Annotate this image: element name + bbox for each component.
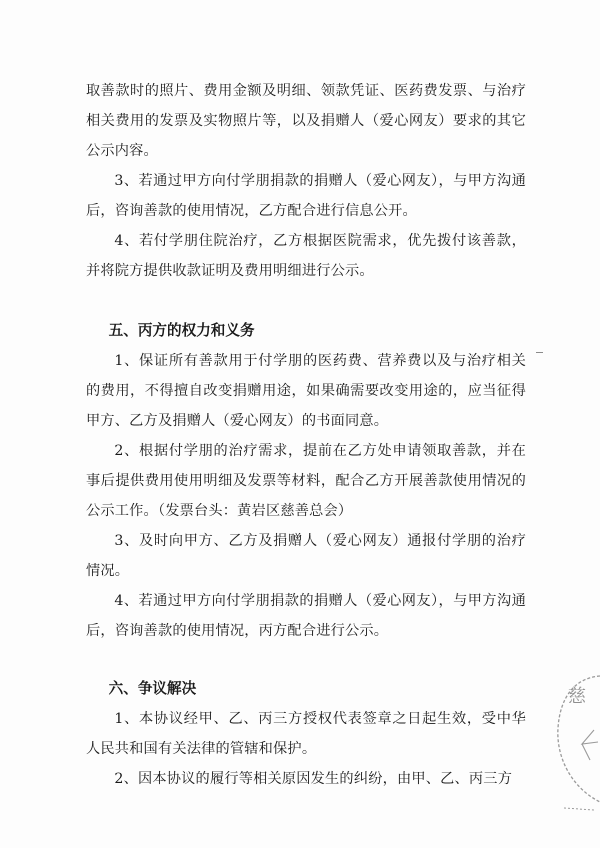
document-body [86, 76, 526, 794]
scan-speck [536, 352, 543, 353]
paragraph-item-3: 3、若通过甲方向付学朋捐款的捐赠人（爱心网友），与甲方沟通后，咨询善款的使用情况，乙方配合进行信息公开。 [86, 173, 526, 219]
section-5-item-3: 3、及时向甲方、乙方及捐赠人（爱心网友）通报付学朋的治疗情况。 [86, 533, 526, 579]
seal-text: 慈 [568, 686, 586, 707]
section-5-title: 五、丙方的权力和义务 [108, 322, 255, 339]
partial-seal-stamp [554, 668, 600, 818]
section-spacer [86, 286, 526, 316]
paragraph-continuation: 取善款时的照片、费用金额及明细、领款凭证、医药费发票、与治疗相关费用的发票及实物照片等，以及捐赠人（爱心网友）要求的其它公示内容。 [86, 83, 526, 159]
section-5-item-1: 1、保证所有善款用于付学朋的医药费、营养费以及与治疗相关的费用，不得擅自改变捐赠用途，如果确需要改变用途的，应当征得甲方、乙方及捐赠人（爱心网友）的书面同意。 [86, 353, 526, 429]
section-5-item-2: 2、根据付学朋的治疗需求，提前在乙方处申请领取善款，并在事后提供费用使用明细及发票等材料，配合乙方开展善款使用情况的公示工作。（发票台头：黄岩区慈善总会） [86, 443, 526, 519]
section-5-item-4: 4、若通过甲方向付学朋捐款的捐赠人（爱心网友），与甲方沟通后，咨询善款的使用情况，丙方配合进行公示。 [86, 593, 526, 639]
section-6-title: 六、争议解决 [108, 680, 197, 697]
section-spacer [86, 646, 526, 674]
seal-stamp-graphic [554, 668, 600, 818]
paragraph-item-4: 4、若付学朋住院治疗，乙方根据医院需求，优先拨付该善款，并将院方提供收款证明及费用明细进行公示。 [86, 233, 526, 279]
section-6-item-1: 1、本协议经甲、乙、丙三方授权代表签章之日起生效，受中华人民共和国有关法律的管辖和保护。 [86, 711, 526, 757]
section-6-item-2: 2、因本协议的履行等相关原因发生的纠纷，由甲、乙、丙三方 [114, 771, 513, 787]
